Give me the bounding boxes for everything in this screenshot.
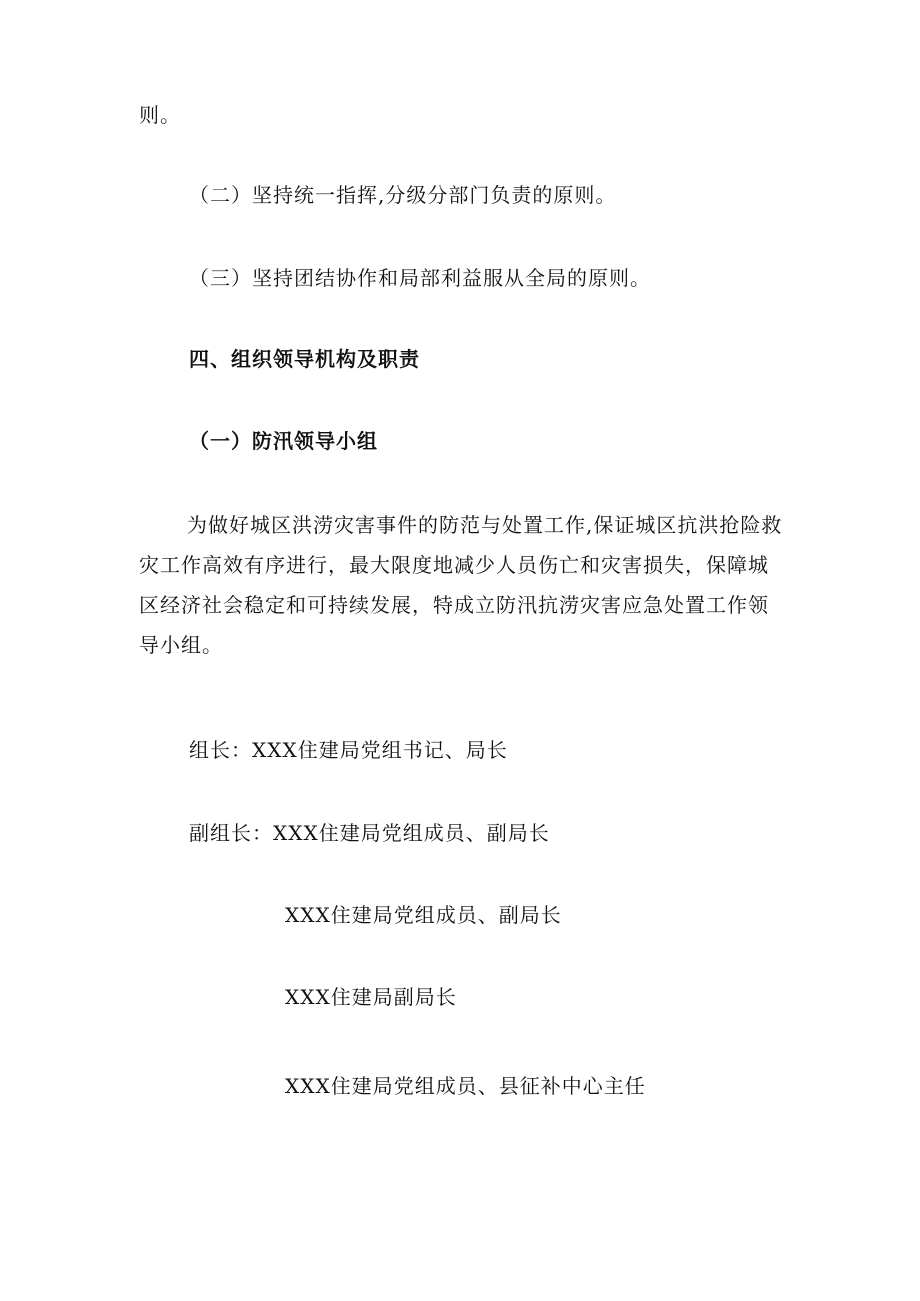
section-heading-4: 四、组织领导机构及职责 bbox=[189, 347, 420, 371]
text-line-1: 则。 bbox=[139, 103, 181, 127]
leader-line: 组长：XXX住建局党组书记、局长 bbox=[189, 738, 508, 762]
deputy-leader-line-3: XXX住建局副局长 bbox=[285, 985, 457, 1009]
principle-two: （二）坚持统一指挥,分级分部门负责的原则。 bbox=[189, 183, 617, 207]
subsection-heading-1: （一）防汛领导小组 bbox=[189, 429, 378, 453]
deputy-leader-line-1: 副组长：XXX住建局党组成员、副局长 bbox=[189, 821, 550, 845]
principle-three: （三）坚持团结协作和局部利益服从全局的原则。 bbox=[189, 266, 651, 290]
body-paragraph: 为做好城区洪涝灾害事件的防范与处置工作,保证城区抗洪抢险救灾工作高效有序进行，最大限度地减少人员伤亡和灾害损失，保障城区经济社会稳定和可持续发展，特成立防汛抗涝灾害应急处置工作领导小组。 bbox=[139, 513, 783, 657]
deputy-leader-line-2: XXX住建局党组成员、副局长 bbox=[285, 903, 562, 927]
deputy-leader-line-4: XXX住建局党组成员、县征补中心主任 bbox=[285, 1074, 646, 1098]
